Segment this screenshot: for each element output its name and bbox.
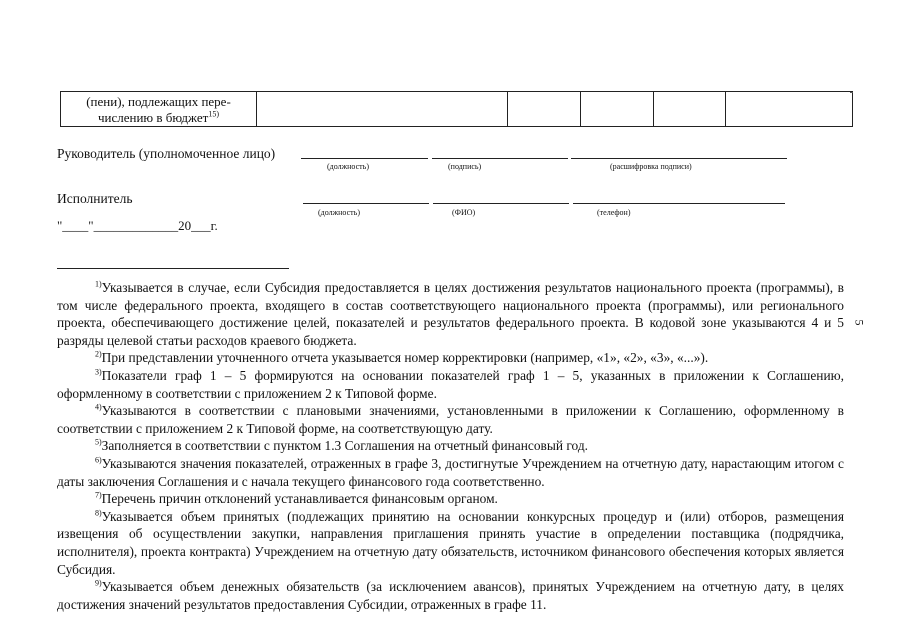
head-caption-name: (расшифровка подписи) bbox=[610, 162, 692, 171]
footnote-item: $^{4)}$Указываются в соответствии с плановыми значениями, установленными в приложении к Соглашению, оформленному в соответствии с приложением 2 к Типовой форме, на соответствующую дату. bbox=[57, 402, 844, 436]
footnote-separator bbox=[57, 268, 289, 269]
footnote-item: $^{8)}$Указывается объем принятых (подлежащих принятию на основании конкурсных процедур и (или) отборов, размещения извещения об осуществлении закупки, направления приглашения принять участие в определении поставщика (подрядчика, исполнителя), проекта контракта) Учреждением на отчетную дату обязательств, источником финансового обеспечения которых является Субсидия. bbox=[57, 508, 844, 577]
footnote-item: $^{3)}$Показатели граф 1 – 5 формируются на основании показателей граф 1 – 5, указанных в приложении к Соглашению, оформленному в соответствии с приложением 2 к Типовой форме. bbox=[57, 367, 844, 401]
head-name-line bbox=[571, 158, 787, 159]
page-number: 5 bbox=[852, 319, 867, 326]
executor-fio-line bbox=[433, 203, 569, 204]
report-table bbox=[60, 91, 853, 127]
footnote-item: $^{9)}$Указывается объем денежных обязательств (за исключением авансов), принятых Учреждением на отчетную дату, в целях достижения значений результатов предоставления Субсидии, отраженных в графе 11. bbox=[57, 578, 844, 612]
row-label-line2: числению в бюджет bbox=[97, 110, 209, 125]
head-signature-line bbox=[432, 158, 568, 159]
head-position-line bbox=[301, 158, 428, 159]
footnote-item: $^{2)}$При представлении уточненного отчета указывается номер корректировки (например, «1», «2», «3», «...»). bbox=[95, 349, 709, 366]
executor-caption-phone: (телефон) bbox=[597, 208, 631, 217]
table-label-cell bbox=[61, 92, 257, 127]
executor-position-line bbox=[303, 203, 429, 204]
head-caption-position: (должность) bbox=[327, 162, 369, 171]
head-caption-signature: (подпись) bbox=[448, 162, 482, 171]
row-label-line1: (пени), подлежащих пере- bbox=[86, 94, 231, 109]
executor-caption-fio: (ФИО) bbox=[452, 208, 476, 217]
table-cell bbox=[654, 92, 726, 127]
footnote-item: $^{5)}$Заполняется в соответствии с пунктом 1.3 Соглашения на отчетный финансовый год. bbox=[95, 437, 589, 454]
row-label-sup: 15) bbox=[208, 109, 219, 119]
head-label: Руководитель (уполномоченное лицо) bbox=[57, 146, 276, 161]
table-row bbox=[61, 92, 853, 127]
footnote-item: $^{7)}$Перечень причин отклонений устанавливается финансовым органом. bbox=[95, 490, 498, 507]
executor-label: Исполнитель bbox=[57, 191, 133, 206]
edge-mark bbox=[850, 92, 853, 93]
executor-phone-line bbox=[573, 203, 785, 204]
footnotes bbox=[57, 279, 844, 613]
footnote-item: $^{1)}$Указывается в случае, если Субсидия предоставляется в целях достижения результатов национального проекта (программы), в том числе федерального проекта, входящего в состав соответствующего национального проекта (программы), или регионального проекта, обеспечивающего достижение целей, показателей и результатов федерального проекта. В кодовой зоне указываются 4 и 5 разряды целевой статьи расходов краевого бюджета. bbox=[57, 279, 844, 348]
date-line: "____"_____________20___г. bbox=[57, 218, 218, 233]
table-cell bbox=[726, 92, 853, 127]
table-cell bbox=[581, 92, 654, 127]
executor-caption-position: (должность) bbox=[318, 208, 360, 217]
table-cell bbox=[508, 92, 581, 127]
table-cell bbox=[257, 92, 508, 127]
footnote-item: $^{6)}$Указываются значения показателей, отраженных в графе 3, достигнутые Учреждением на отчетную дату, нарастающим итогом с даты заключения Соглашения и с начала текущего финансового года соответственно. bbox=[57, 455, 844, 489]
